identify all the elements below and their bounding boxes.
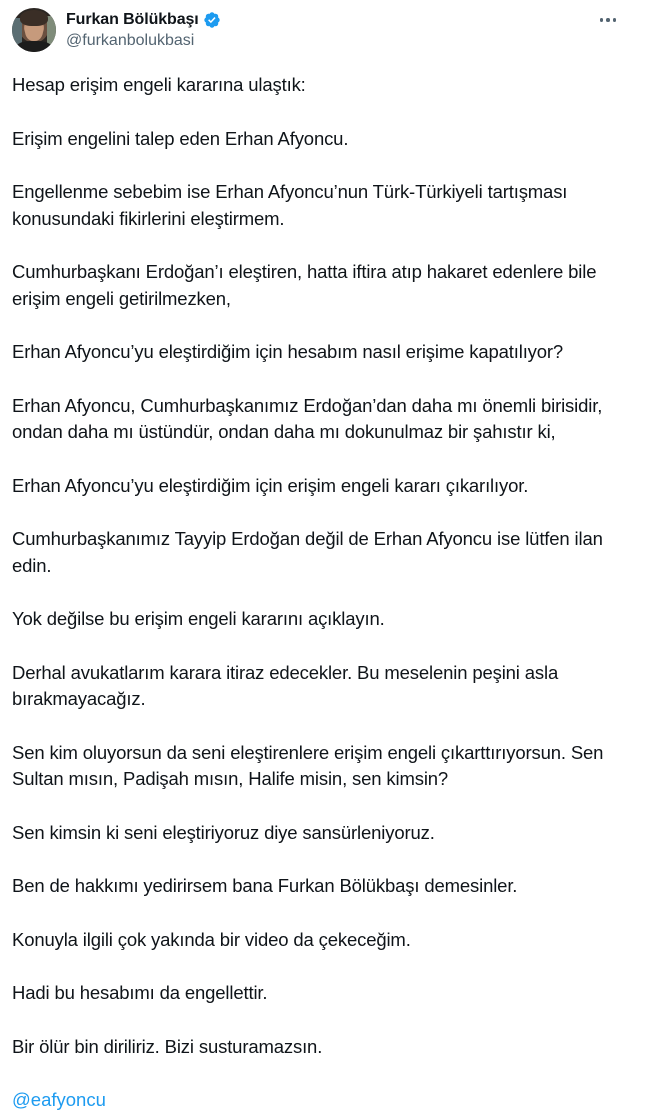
tweet-paragraph: Engellenme sebebim ise Erhan Afyoncu’nun Türk-Türkiyeli tartışması konusundaki fikirlerini eleştirmem. xyxy=(12,181,568,229)
avatar-hair xyxy=(20,10,48,26)
tweet-paragraph: Konuyla ilgili çok yakında bir video da çekeceğim. xyxy=(12,928,411,950)
tweet-paragraph: Cumhurbaşkanımız Tayyip Erdoğan değil de Erhan Afyoncu ise lütfen ilan edin. xyxy=(12,528,603,576)
tweet-paragraph: Sen kimsin ki seni eleştiriyoruz diye sansürleniyoruz. xyxy=(12,821,435,843)
tweet-paragraph: Bir ölür bin diriliriz. Bizi susturamazsın. xyxy=(12,1035,323,1057)
author-display-name[interactable]: Furkan Bölükbaşı xyxy=(66,11,199,28)
tweet-paragraph: Hadi bu hesabımı da engellettir. xyxy=(12,982,268,1003)
avatar-bg xyxy=(47,16,56,46)
tweet-paragraph: Sen kim oluyorsun da seni eleştirenlere erişim engeli çıkarttırıyorsun. Sen Sultan mısın, Padişah mısın, Halife misin, sen kimsin? xyxy=(12,741,604,789)
author-info xyxy=(66,8,221,52)
tweet-paragraph: Erişim engelini talep eden Erhan Afyoncu. xyxy=(12,127,349,149)
avatar[interactable] xyxy=(12,8,56,52)
name-row xyxy=(66,10,221,30)
avatar-body xyxy=(16,41,52,52)
dot xyxy=(606,18,610,22)
tweet-paragraph: Cumhurbaşkanı Erdoğan’ı eleştiren, hatta iftira atıp hakaret edenlere bile erişim engeli getirilmezken, xyxy=(12,261,597,309)
tweet-text xyxy=(12,62,638,1113)
tweet-paragraph: Erhan Afyoncu’yu eleştirdiğim için hesabım nasıl erişime kapatılıyor? xyxy=(12,341,564,362)
mention-link[interactable]: @eafyoncu xyxy=(12,1089,106,1110)
tweet-paragraph: Hesap erişim engeli kararına ulaştık: xyxy=(12,74,306,95)
verified-badge-icon[interactable] xyxy=(203,11,221,29)
tweet-paragraph: Erhan Afyoncu’yu eleştirdiğim için erişim engeli kararı çıkarılıyor. xyxy=(12,474,529,496)
tweet-paragraph: Erhan Afyoncu, Cumhurbaşkanımız Erdoğan’dan daha mı önemli birisidir, ondan daha mı üstündür, ondan daha mı dokunulmaz bir şahıstır ki, xyxy=(12,394,603,442)
dot xyxy=(600,18,604,22)
tweet-header xyxy=(12,0,638,62)
tweet-paragraph: Yok değilse bu erişim engeli kararını açıklayın. xyxy=(12,608,385,629)
dot xyxy=(613,18,617,22)
author-handle[interactable]: @furkanbolukbasi xyxy=(66,32,195,49)
tweet-paragraph: Derhal avukatlarım karara itiraz edecekler. Bu meselenin peşini asla bırakmayacağız. xyxy=(12,661,559,709)
tweet-paragraph: Ben de hakkımı yedirirsem bana Furkan Bölükbaşı demesinler. xyxy=(12,875,518,896)
more-options-icon[interactable] xyxy=(596,10,620,30)
